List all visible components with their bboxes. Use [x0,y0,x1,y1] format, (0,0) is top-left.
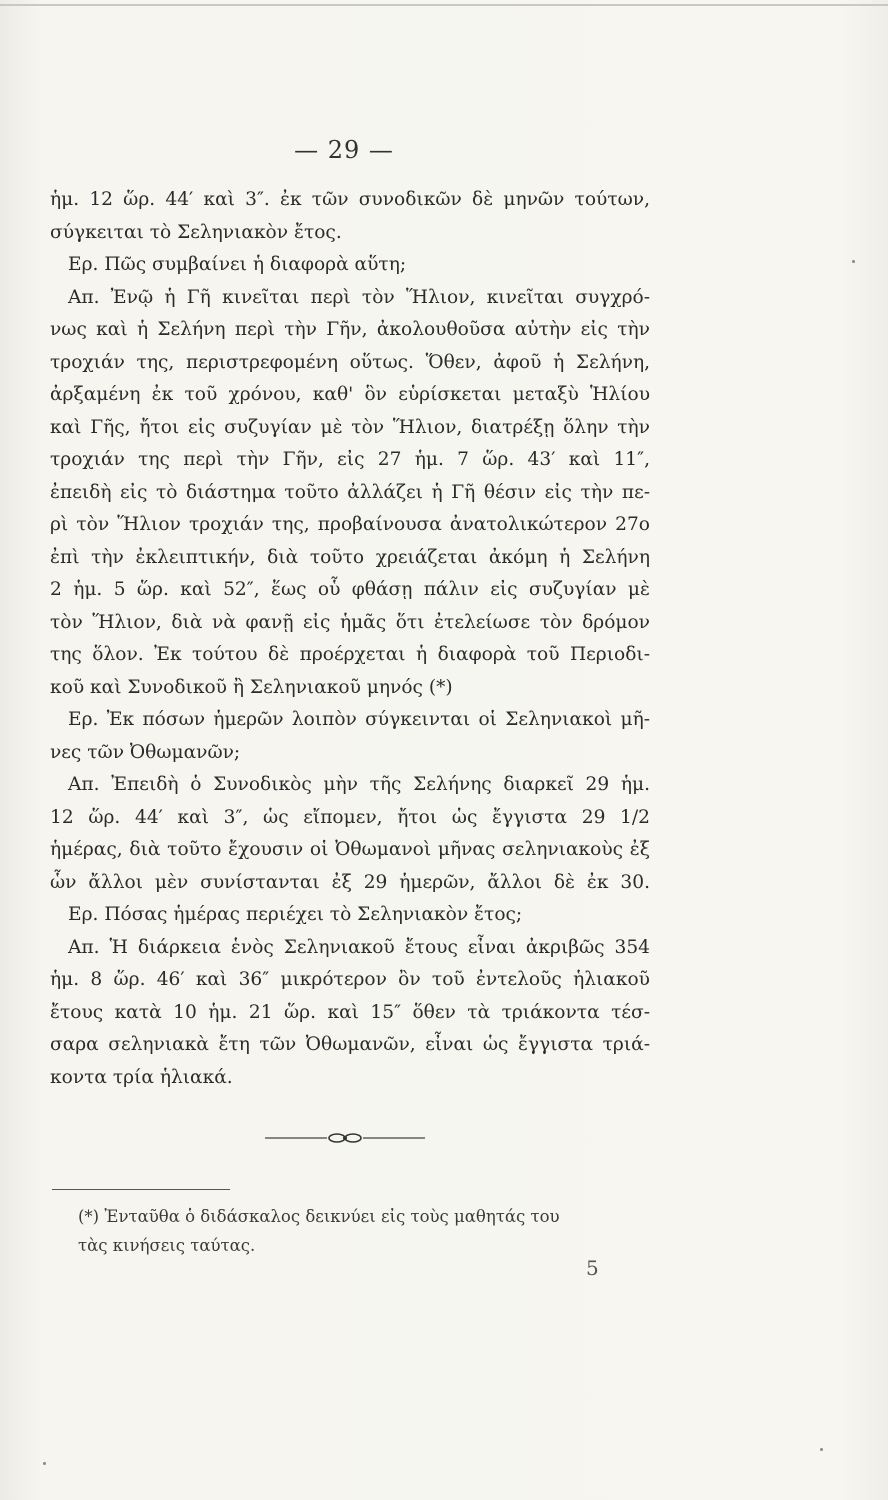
question-line: Ερ. Πῶς συμβαίνει ἡ διαφορὰ αὕτη; [68,254,407,275]
paper-speck [820,1448,823,1451]
text-line: σύγκειται τὸ Σεληνιακὸν ἔτος. [50,221,342,243]
text-line: κοῦ καὶ Συνοδικοῦ ἢ Σεληνιακοῦ μηνός (*) [50,676,453,698]
text-line: ὧν ἄλλοι μὲν συνίστανται ἐξ 29 ἡμερῶν, ἄλλοι δὲ ἐκ 30. [50,871,650,893]
text-line: τροχιάν της, περιστρεφομένη οὕτως. Ὅθεν, ἀφοῦ ἡ Σελήνη, [50,351,650,373]
text-line: ρὶ τὸν Ἥλιον τροχιάν της, προβαίνουσα ἀνατολικώτερον 27ο [50,514,650,535]
text-line: 2 ἡμ. 5 ὥρ. καὶ 52″, ἕως οὗ φθάσῃ πάλιν εἰς συζυγίαν μὲ [50,579,650,600]
answer-line: Απ. Ἐπειδὴ ὁ Συνοδικὸς μὴν τῆς Σελήνης διαρκεῖ 29 ἡμ. [68,774,650,795]
paper-speck [852,260,855,263]
text-line: της ὅλον. Ἐκ τούτου δὲ προέρχεται ἡ διαφορὰ τοῦ Περιοδι- [50,644,650,665]
footnote-line: τὰς κινήσεις ταύτας. [78,1236,256,1255]
text-line: ἀρξαμένη ἐκ τοῦ χρόνου, καθ' ὃν εὑρίσκεται μεταξὺ Ἡλίου [50,384,650,405]
signature-mark: 5 [586,1256,599,1280]
text-line: τὸν Ἥλιον, διὰ νὰ φανῇ εἰς ἡμᾶς ὅτι ἐτελείωσε τὸν δρόμον [50,611,650,633]
text-line: ἡμέρας, διὰ τοῦτο ἔχουσιν οἱ Ὀθωμανοὶ μῆνας σεληνιακοὺς ἐξ [50,839,650,860]
footnote-line: (*) Ἐνταῦθα ὁ διδάσκαλος δεικνύει εἰς τοὺς μαθητάς του [78,1207,560,1226]
text-line: ἡμ. 12 ὥρ. 44′ καὶ 3″. ἐκ τῶν συνοδικῶν δὲ μηνῶν τούτων, [50,189,650,210]
text-line: σαρα σεληνιακὰ ἔτη τῶν Ὀθωμανῶν, εἶναι ὡς ἔγγιστα τριά- [50,1034,650,1055]
question-line: Ερ. Ἐκ πόσων ἡμερῶν λοιπὸν σύγκεινται οἱ Σεληνιακοὶ μῆ- [68,709,650,730]
text-line: ἡμ. 8 ὥρ. 46′ καὶ 36″ μικρότερον ὂν τοῦ ἐντελοῦς ἡλιακοῦ [50,969,650,990]
text-line: κοντα τρία ἡλιακά. [50,1066,233,1088]
answer-line: Απ. Ἡ διάρκεια ἑνὸς Σεληνιακοῦ ἔτους εἶναι ἀκριβῶς 354 [68,936,650,958]
text-line: ἐπειδὴ εἰς τὸ διάστημα τοῦτο ἀλλάζει ἡ Γῆ θέσιν εἰς τὴν πε- [50,481,650,503]
footnote-rule [52,1189,230,1190]
footnote [78,1202,655,1260]
text-line: ἔτους κατὰ 10 ἡμ. 21 ὥρ. καὶ 15″ ὅθεν τὰ τριάκοντα τέσ- [50,1001,650,1023]
main-text [50,184,650,1094]
answer-line: Απ. Ἐνῷ ἡ Γῆ κινεῖται περὶ τὸν Ἥλιον, κινεῖται συγχρό- [68,286,650,308]
question-line: Ερ. Πόσας ἡμέρας περιέχει τὸ Σεληνιακὸν ἔτος; [68,904,523,925]
text-line: καὶ Γῆς, ἤτοι εἰς συζυγίαν μὲ τὸν Ἥλιον, διατρέξῃ ὅλην τὴν [50,416,650,438]
text-line: ἐπὶ τὴν ἐκλειπτικήν, διὰ τοῦτο χρειάζεται ἀκόμη ἡ Σελήνη [50,546,650,568]
text-line: τροχιάν της περὶ τὴν Γῆν, εἰς 27 ἡμ. 7 ὥρ. 43′ καὶ 11″, [50,449,650,470]
paper-speck [43,1462,46,1465]
section-ornament [265,1131,425,1145]
text-line: νες τῶν Ὀθωμανῶν; [50,741,241,763]
text-line: 12 ὥρ. 44′ καὶ 3″, ὡς εἴπομεν, ἤτοι ὡς ἔγγιστα 29 1/2 [50,806,650,828]
top-edge-rule [0,4,888,6]
page-number: — 29 — [294,136,394,164]
text-line: νως καὶ ἡ Σελήνη περὶ τὴν Γῆν, ἀκολουθοῦσα αὐτὴν εἰς τὴν [50,319,650,340]
